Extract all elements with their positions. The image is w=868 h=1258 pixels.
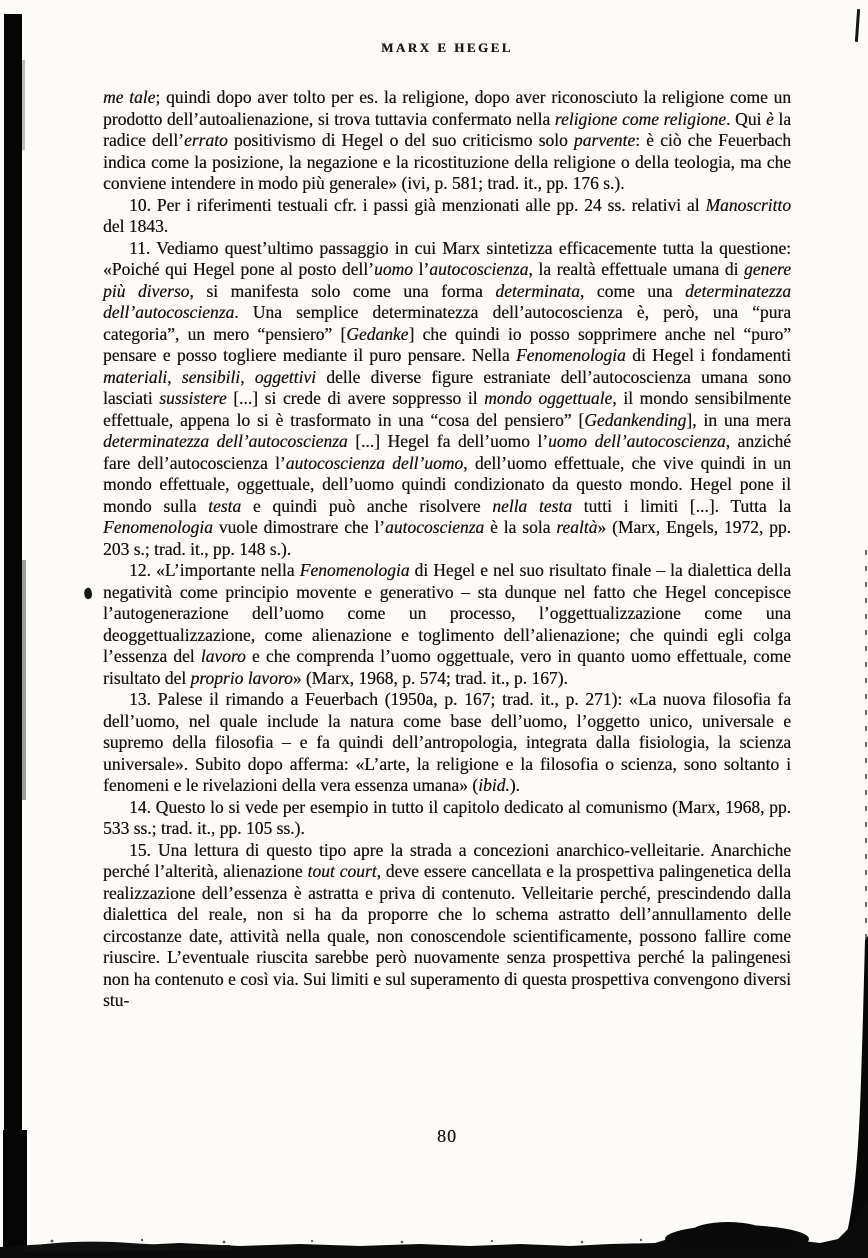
text-run: [...] Hegel fa dell’uomo l’ xyxy=(347,431,549,451)
text-run: del 1843. xyxy=(103,216,169,236)
scan-artifact-top-right-tick xyxy=(855,9,860,42)
text-run: ). xyxy=(509,775,520,795)
text-run: di Hegel e nel suo risultato finale – la dialettica della negatività come principio movente e generativo – sta dunque nel fatto che Hegel concepisce l’autogenerazione dell’uomo come un processo, l’oggettualizzazione come una deoggettualizzazione, come alienazione e toglimento dell’alienazione; che quindi egli colga l’essenza del xyxy=(103,560,792,666)
italic-text-run: determinatezza dell’autocoscienza xyxy=(103,280,791,322)
text-run: 12. «L’importante nella xyxy=(129,560,300,580)
text-run: tutti i limiti [...]. Tutta la xyxy=(571,495,791,516)
italic-text-run: parvente xyxy=(573,130,636,150)
text-run: , xyxy=(240,366,255,387)
text-run: ] che quindi io posso sopprimere anche nel “puro” pensare e posso togliere mediante il puro pensare. Nella xyxy=(103,323,791,365)
italic-text-run: religione come religione xyxy=(554,108,727,129)
text-run: [...] si crede di avere soppresso il xyxy=(226,388,485,408)
italic-text-run: Gedankending xyxy=(584,409,687,430)
italic-text-run: determinata xyxy=(495,280,580,301)
text-run: , come una xyxy=(579,280,686,301)
italic-text-run: genere più diverso xyxy=(103,259,791,301)
note-15 xyxy=(103,840,791,1012)
italic-text-run: sussistere xyxy=(159,388,227,408)
text-run: positivismo di Hegel o del suo criticismo solo xyxy=(227,130,574,150)
italic-text-run: testa xyxy=(208,495,242,516)
note-12 xyxy=(103,560,791,689)
italic-text-run: ibid. xyxy=(478,775,510,795)
italic-text-run: Manoscritto xyxy=(705,194,791,215)
text-run: , anziché fare dell’autocoscienza l’ xyxy=(103,431,791,473)
scan-artifact-left-bar-fringe xyxy=(22,560,26,800)
text-run: e quindi può anche risolvere xyxy=(241,495,493,516)
italic-text-run: uomo dell’autocoscienza xyxy=(548,431,726,451)
text-run: e che comprenda l’uomo oggettuale, vero in quanto uomo effettuale, come risultato del xyxy=(103,646,791,688)
text-run: 13. Palese il rimando a Feuerbach (1950a, p. 167; trad. it., p. 271): «La nuova filosofia fa dell’uomo, nel quale include la natura come base dell’uomo, l’oggetto unico, universale e supremo della filosofia – e fa quindi dell’antropologia, integrata dalla fisiologia, la scienza universale». Subito dopo afferma: «L’arte, la religione e la filosofia o scienza, sono soltanto i fenomeni e le rivelazioni della vera essenza umana» ( xyxy=(103,689,791,795)
text-run: . Qui xyxy=(726,108,766,129)
text-run: è la sola xyxy=(484,517,557,537)
text-run: 10. Per i riferimenti testuali cfr. i passi già menzionati alle pp. 24 ss. relativi al xyxy=(129,194,706,215)
text-run: vuole dimostrare che l’ xyxy=(212,517,386,537)
italic-text-run: Fenomenologia xyxy=(103,517,213,537)
page-number: 80 xyxy=(437,1126,457,1146)
text-run: 11. Vediamo quest’ultimo passaggio in cui Marx sintetizza efficacemente tutta la questione: «Poiché qui Hegel pone al posto dell’ xyxy=(103,237,791,279)
scan-artifact-right-edge-line xyxy=(836,520,868,1258)
text-run: 14. Questo lo si vede per esempio in tutto il capitolo dedicato al comunismo (Marx, 1968, pp. 533 ss.; trad. it., pp. 105 ss.). xyxy=(103,796,791,838)
text-run: ], in una mera xyxy=(686,409,791,430)
note-14 xyxy=(103,797,791,840)
italic-text-run: determinatezza dell’autocoscienza xyxy=(103,431,348,451)
italic-text-run: è xyxy=(765,108,774,129)
scan-artifact-bottom-smudge xyxy=(0,1195,868,1258)
text-run: delle diverse figure estraniate dell’autocoscienza umana sono lasciati xyxy=(103,366,791,408)
italic-text-run: oggettivi xyxy=(254,366,316,387)
text-run: , si manifesta solo come una forma xyxy=(189,280,496,301)
text-run: , deve essere cancellata e la prospettiva palingenetica della realizzazione dell’essenza è astratta e priva di contenuto. Velleitarie perché, prescindendo dalla dialettica del reale, non si ha da proporre che lo schema astratto dell’annullamento delle circostanze date, attività nella quale, non conoscendole scientificamente, possono fallire come riuscire. L’eventuale riuscita sarebbe però nuovamente senza prospettiva perché la palingenesi non ha contenuto e così via. Sui limiti e sul superamento di questa prospettiva convengono diversi stu- xyxy=(103,861,791,1010)
italic-text-run: materiali xyxy=(103,366,168,387)
text-run: la radice dell’ xyxy=(103,108,791,150)
text-run: , dell’uomo effettuale, che vive quindi in un mondo effettuale, oggettuale, dell’uomo quindi condizionato da questo mondo. Hegel pone il mondo sulla xyxy=(103,452,791,516)
italic-text-run: realtà xyxy=(556,517,598,537)
text-run: . Una semplice determinatezza dell’autocoscienza è, però, una “pura categoria”, un mero “pensiero” [ xyxy=(103,302,791,344)
italic-text-run: Fenomenologia xyxy=(299,560,410,580)
text-run: ; quindi dopo aver tolto per es. la religione, dopo aver riconosciuto la religione come un prodotto dell’autoalienazione, si trova tuttavia confermato nella xyxy=(103,87,791,129)
italic-text-run: lavoro xyxy=(200,646,246,666)
scan-artifact-margin-ink-speck xyxy=(82,587,93,600)
text-run: l’ xyxy=(412,259,430,279)
scan-artifact-left-bar-fringe xyxy=(22,60,25,150)
note-11 xyxy=(103,238,791,561)
italic-text-run: nella testa xyxy=(492,495,572,516)
text-run: , xyxy=(167,366,182,387)
note-13 xyxy=(103,689,791,797)
italic-text-run: tout court xyxy=(307,861,377,881)
italic-text-run: autocoscienza dell’uomo xyxy=(285,452,464,473)
note-9-continuation xyxy=(103,87,791,195)
note-10 xyxy=(103,195,791,238)
running-header: MARX E HEGEL xyxy=(381,40,513,55)
italic-text-run: autocoscienza xyxy=(429,259,529,279)
text-run: : è ciò che Feuerbach indica come la posizione, la negazione e la ricostituzione della religione o della teologia, ma che conviene intendere in modo più generale» (ivi, p. 581; trad. it., pp. 176 s.). xyxy=(103,130,791,193)
italic-text-run: proprio lavoro xyxy=(190,667,293,688)
italic-text-run: autocoscienza xyxy=(385,517,485,537)
text-run: di Hegel i fondamenti xyxy=(625,345,791,365)
italic-text-run: errato xyxy=(183,130,228,150)
italic-text-run: Fenomenologia xyxy=(515,345,626,365)
text-run: , la realtà effettuale umana di xyxy=(528,259,745,279)
notes-text xyxy=(103,87,791,1012)
text-run: » (Marx, Engels, 1972, pp. 203 s.; trad. it., pp. 148 s.). xyxy=(103,517,791,559)
scan-artifact-left-bar xyxy=(4,14,22,1258)
italic-text-run: me tale xyxy=(103,87,156,107)
italic-text-run: Gedanke xyxy=(346,323,409,344)
italic-text-run: uomo xyxy=(373,259,413,279)
italic-text-run: sensibili xyxy=(181,366,241,387)
text-run: 15. Una lettura di questo tipo apre la strada a concezioni anarchico-velleitarie. Anarchiche perché l’alterità, alienazione xyxy=(103,839,791,881)
italic-text-run: mondo oggettuale xyxy=(484,388,613,408)
text-run: , il mondo sensibilmente effettuale, appena lo si è trasformato in una “cosa del pensiero” [ xyxy=(103,388,792,430)
text-run: » (Marx, 1968, p. 574; trad. it., p. 167). xyxy=(292,667,568,688)
